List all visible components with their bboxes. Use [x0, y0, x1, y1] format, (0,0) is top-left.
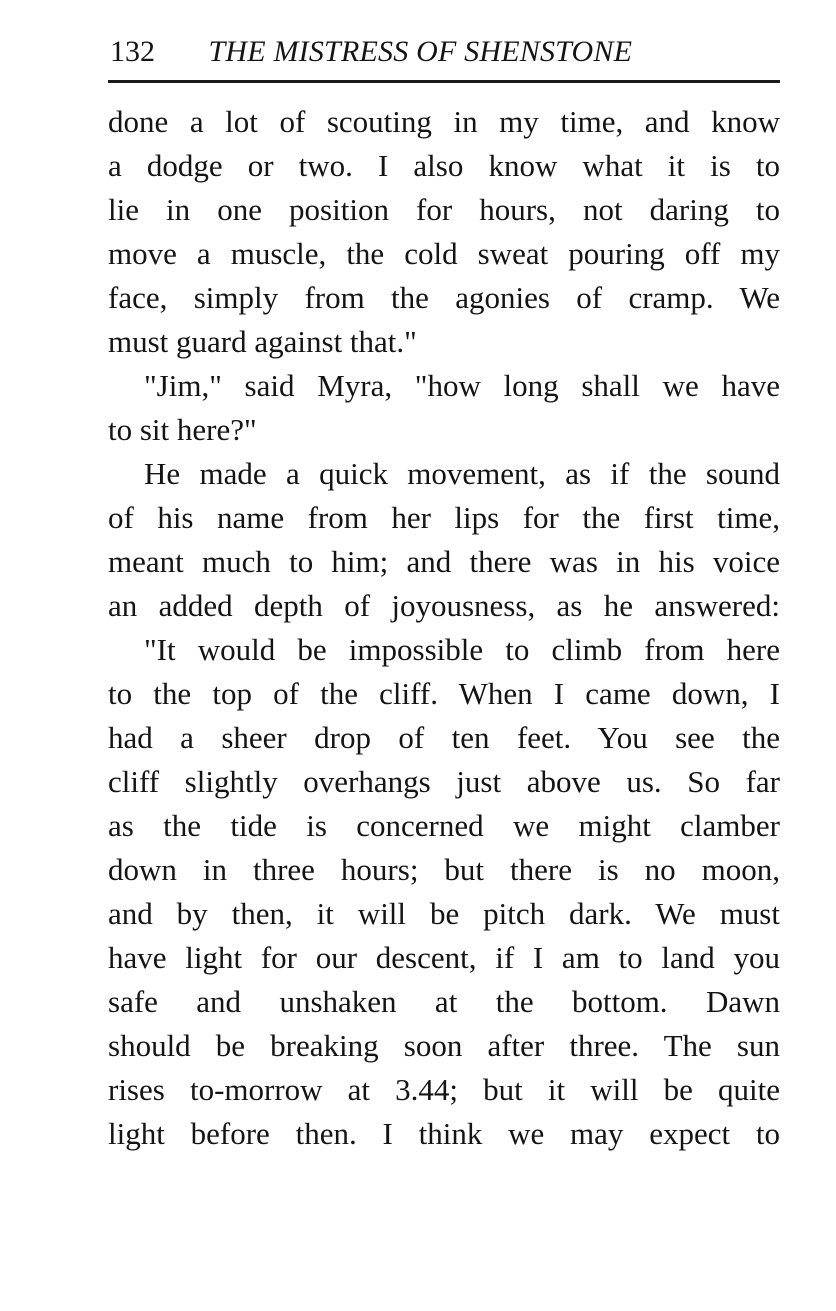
text-line: and by then, it will be pitch dark. We must	[108, 896, 780, 931]
running-head	[110, 30, 780, 74]
text-line: "Jim," said Myra, "how long shall we have	[144, 368, 780, 403]
text-line: to sit here?"	[108, 412, 257, 447]
paragraph-2	[108, 364, 780, 452]
text-line: should be breaking soon after three. The sun	[108, 1028, 780, 1063]
header-rule	[108, 80, 780, 83]
text-line: have light for our descent, if I am to land you	[108, 940, 780, 975]
text-line: He made a quick movement, as if the sound	[144, 456, 780, 491]
paragraph-3	[108, 452, 780, 628]
text-line: face, simply from the agonies of cramp. We	[108, 280, 780, 315]
body-text	[108, 100, 780, 1156]
text-line: move a muscle, the cold sweat pouring off my	[108, 236, 780, 271]
text-line: down in three hours; but there is no moon,	[108, 852, 780, 887]
text-line: an added depth of joyousness, as he answered:	[108, 588, 780, 623]
text-line: of his name from her lips for the first time,	[108, 500, 780, 535]
page-number: 132	[110, 35, 155, 68]
text-line: safe and unshaken at the bottom. Dawn	[108, 984, 780, 1019]
text-line: rises to-morrow at 3.44; but it will be quite	[108, 1072, 780, 1107]
running-title: THE MISTRESS OF SHENSTONE	[208, 35, 633, 68]
text-line: "It would be impossible to climb from here	[144, 632, 780, 667]
text-line: a dodge or two. I also know what it is to	[108, 148, 780, 183]
text-line: must guard against that."	[108, 324, 417, 359]
text-line: done a lot of scouting in my time, and know	[108, 104, 780, 139]
text-line: had a sheer drop of ten feet. You see the	[108, 720, 780, 755]
text-line: cliff slightly overhangs just above us. So far	[108, 764, 780, 799]
text-line: lie in one position for hours, not daring to	[108, 192, 780, 227]
text-line: light before then. I think we may expect to	[108, 1116, 780, 1151]
text-line: meant much to him; and there was in his voice	[108, 544, 780, 579]
paragraph-4	[108, 628, 780, 1156]
text-line: as the tide is concerned we might clamber	[108, 808, 780, 843]
paragraph-1	[108, 100, 780, 364]
text-line: to the top of the cliff. When I came down, I	[108, 676, 780, 711]
